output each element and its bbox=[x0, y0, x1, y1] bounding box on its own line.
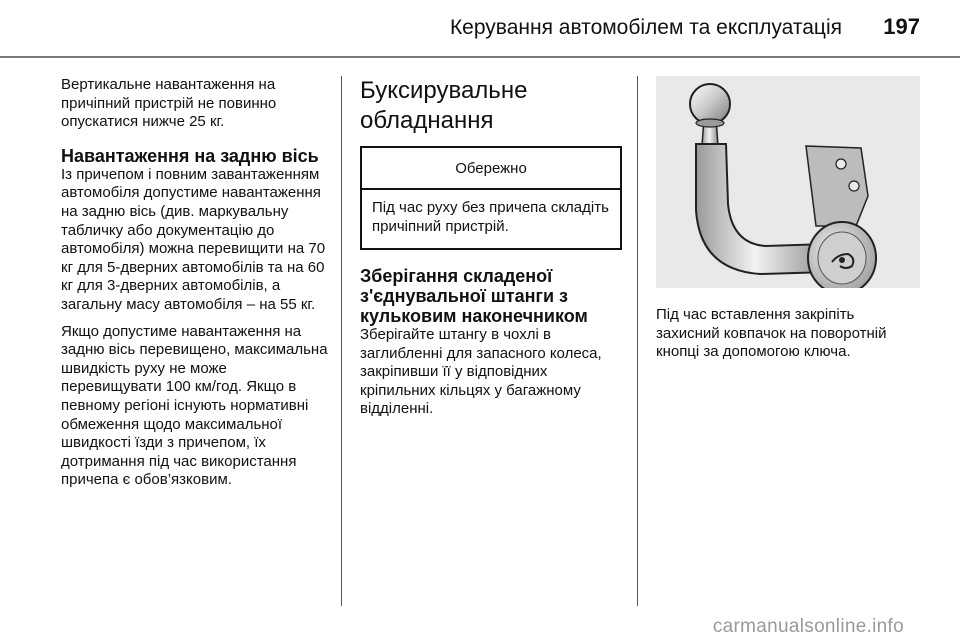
storage-paragraph: Зберігайте штангу в чохлі в заглибленні для запасного колеса, закріпивши її у відповідних кріпильних кільцях у багажному відділенні. bbox=[360, 326, 602, 418]
speed-paragraph: Якщо допустиме навантаження на задню вісь перевищено, максимальна швидкість руху не може перевищувати 100 км/год. Якщо в певному регіоні існують нормативні обмеження щодо максимальної швидкості їзди з причепом, їх дотримання під час використання причепа є обов’язковим. bbox=[61, 322, 328, 489]
figure-caption: Під час вставлення закріпіть захисний ковпачок на поворотній кнопці за допомогою ключа. bbox=[656, 306, 887, 361]
column-3 bbox=[656, 76, 920, 370]
caution-box bbox=[360, 146, 622, 250]
page-number: 197 bbox=[883, 14, 920, 39]
header-divider bbox=[0, 56, 960, 58]
column-1 bbox=[61, 76, 331, 498]
rear-axle-heading: Навантаження на задню вісь bbox=[61, 145, 319, 166]
column-2 bbox=[360, 76, 622, 427]
section-title: Буксирувальне обладнання bbox=[360, 77, 528, 134]
tow-bar-ball-icon bbox=[656, 76, 920, 288]
watermark: carmanualsonline.info bbox=[712, 616, 904, 637]
rear-axle-paragraph: Із причепом і повним завантаженням автомобіля допустиме навантаження на задню вісь (див. маркувальну табличку або документацію до автомобіля) можна перевищити на 70 кг для 5-дверних автомобілів та на 60 кг для 3-дверних автомобілів, а загальну масу автомобіля – на 55 кг. bbox=[61, 165, 326, 313]
tow-bar-figure bbox=[656, 76, 920, 288]
column-divider-2 bbox=[637, 76, 638, 606]
storage-heading: Зберігання складеної з'єднувальної штанги з кульковим наконечником bbox=[360, 266, 588, 326]
caution-title: Обережно bbox=[362, 148, 620, 190]
intro-paragraph: Вертикальне навантаження на причіпний пристрій не повинно опускатися нижче 25 кг. bbox=[61, 76, 277, 131]
column-divider-1 bbox=[341, 76, 342, 606]
page-header bbox=[0, 0, 960, 60]
caution-body: Під час руху без причепа складіть причіпний пристрій. bbox=[372, 199, 609, 235]
header-title: Керування автомобілем та експлуатація bbox=[449, 16, 842, 39]
